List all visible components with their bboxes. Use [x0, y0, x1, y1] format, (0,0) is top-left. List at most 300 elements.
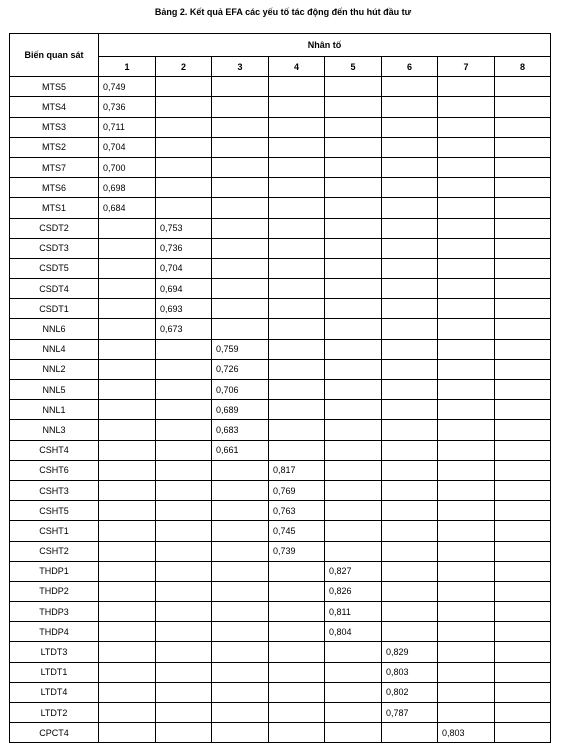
- empty-cell: [156, 723, 212, 743]
- empty-cell: [99, 380, 156, 400]
- empty-cell: [495, 77, 551, 97]
- empty-cell: [325, 480, 382, 500]
- variable-name-cell: MTS5: [10, 77, 99, 97]
- empty-cell: [325, 157, 382, 177]
- empty-cell: [325, 541, 382, 561]
- empty-cell: [382, 581, 438, 601]
- empty-cell: [212, 198, 269, 218]
- variable-name-cell: LTDT3: [10, 642, 99, 662]
- empty-cell: [495, 420, 551, 440]
- empty-cell: [99, 460, 156, 480]
- empty-cell: [212, 723, 269, 743]
- empty-cell: [438, 521, 495, 541]
- empty-cell: [382, 359, 438, 379]
- variable-name-cell: LTDT2: [10, 703, 99, 723]
- loading-value-cell: 0,683: [212, 420, 269, 440]
- empty-cell: [382, 137, 438, 157]
- variable-name-cell: CSHT6: [10, 460, 99, 480]
- loading-value-cell: 0,802: [382, 682, 438, 702]
- table-row: [10, 218, 551, 238]
- loading-value-cell: 0,706: [212, 380, 269, 400]
- empty-cell: [99, 218, 156, 238]
- empty-cell: [156, 380, 212, 400]
- empty-cell: [212, 703, 269, 723]
- variable-name-cell: CSDT4: [10, 279, 99, 299]
- variable-name-cell: CSHT1: [10, 521, 99, 541]
- loading-value-cell: 0,811: [325, 602, 382, 622]
- empty-cell: [495, 218, 551, 238]
- empty-cell: [382, 178, 438, 198]
- empty-cell: [382, 480, 438, 500]
- variable-name-cell: NNL3: [10, 420, 99, 440]
- empty-cell: [325, 723, 382, 743]
- empty-cell: [495, 501, 551, 521]
- empty-cell: [495, 602, 551, 622]
- empty-cell: [269, 117, 325, 137]
- loading-value-cell: 0,803: [382, 662, 438, 682]
- empty-cell: [325, 420, 382, 440]
- empty-cell: [495, 97, 551, 117]
- empty-cell: [269, 339, 325, 359]
- variable-name-cell: CSHT2: [10, 541, 99, 561]
- loading-value-cell: 0,684: [99, 198, 156, 218]
- empty-cell: [156, 541, 212, 561]
- empty-cell: [156, 521, 212, 541]
- empty-cell: [269, 137, 325, 157]
- empty-cell: [156, 157, 212, 177]
- empty-cell: [438, 198, 495, 218]
- empty-cell: [495, 157, 551, 177]
- empty-cell: [325, 682, 382, 702]
- variable-name-cell: NNL6: [10, 319, 99, 339]
- empty-cell: [269, 723, 325, 743]
- empty-cell: [156, 77, 212, 97]
- efa-results-table: [9, 33, 551, 743]
- table-row: [10, 440, 551, 460]
- empty-cell: [438, 400, 495, 420]
- empty-cell: [99, 682, 156, 702]
- empty-cell: [438, 380, 495, 400]
- variable-name-cell: NNL1: [10, 400, 99, 420]
- empty-cell: [382, 602, 438, 622]
- table-row: [10, 541, 551, 561]
- table-row: [10, 279, 551, 299]
- table-row: [10, 359, 551, 379]
- factor-number-header: 8: [495, 57, 551, 77]
- empty-cell: [212, 117, 269, 137]
- empty-cell: [438, 279, 495, 299]
- empty-cell: [156, 662, 212, 682]
- empty-cell: [269, 178, 325, 198]
- empty-cell: [156, 602, 212, 622]
- table-row: [10, 299, 551, 319]
- empty-cell: [325, 703, 382, 723]
- table-row: [10, 400, 551, 420]
- empty-cell: [99, 501, 156, 521]
- empty-cell: [99, 723, 156, 743]
- empty-cell: [438, 319, 495, 339]
- empty-cell: [382, 380, 438, 400]
- table-row: [10, 178, 551, 198]
- variable-name-cell: CSDT2: [10, 218, 99, 238]
- loading-value-cell: 0,689: [212, 400, 269, 420]
- loading-value-cell: 0,753: [156, 218, 212, 238]
- empty-cell: [438, 440, 495, 460]
- empty-cell: [325, 400, 382, 420]
- empty-cell: [99, 642, 156, 662]
- table-row: [10, 703, 551, 723]
- loading-value-cell: 0,661: [212, 440, 269, 460]
- empty-cell: [382, 77, 438, 97]
- empty-cell: [212, 137, 269, 157]
- empty-cell: [325, 97, 382, 117]
- table-row: [10, 642, 551, 662]
- empty-cell: [212, 97, 269, 117]
- empty-cell: [325, 380, 382, 400]
- empty-cell: [438, 480, 495, 500]
- empty-cell: [156, 117, 212, 137]
- empty-cell: [156, 622, 212, 642]
- empty-cell: [382, 157, 438, 177]
- variable-name-cell: CSDT1: [10, 299, 99, 319]
- empty-cell: [156, 420, 212, 440]
- table-row: [10, 561, 551, 581]
- table-row: [10, 238, 551, 258]
- table-caption: Bảng 2. Kết quả EFA các yếu tố tác động đến thu hút đầu tư: [154, 7, 412, 17]
- loading-value-cell: 0,826: [325, 581, 382, 601]
- loading-value-cell: 0,739: [269, 541, 325, 561]
- loading-value-cell: 0,759: [212, 339, 269, 359]
- empty-cell: [495, 723, 551, 743]
- variable-name-cell: THDP3: [10, 602, 99, 622]
- empty-cell: [325, 77, 382, 97]
- variable-name-cell: NNL4: [10, 339, 99, 359]
- empty-cell: [438, 238, 495, 258]
- table-row: [10, 117, 551, 137]
- empty-cell: [99, 480, 156, 500]
- empty-cell: [495, 622, 551, 642]
- empty-cell: [269, 157, 325, 177]
- empty-cell: [269, 703, 325, 723]
- empty-cell: [382, 440, 438, 460]
- empty-cell: [212, 299, 269, 319]
- empty-cell: [212, 642, 269, 662]
- empty-cell: [212, 178, 269, 198]
- factor-number-header: 4: [269, 57, 325, 77]
- empty-cell: [269, 77, 325, 97]
- factor-number-header: 7: [438, 57, 495, 77]
- table-row: [10, 420, 551, 440]
- table-row: [10, 480, 551, 500]
- empty-cell: [325, 440, 382, 460]
- empty-cell: [382, 339, 438, 359]
- empty-cell: [212, 77, 269, 97]
- empty-cell: [269, 198, 325, 218]
- empty-cell: [212, 238, 269, 258]
- empty-cell: [325, 319, 382, 339]
- empty-cell: [212, 319, 269, 339]
- empty-cell: [269, 420, 325, 440]
- empty-cell: [156, 501, 212, 521]
- empty-cell: [495, 359, 551, 379]
- table-row: [10, 198, 551, 218]
- empty-cell: [438, 218, 495, 238]
- empty-cell: [438, 642, 495, 662]
- empty-cell: [438, 662, 495, 682]
- empty-cell: [269, 279, 325, 299]
- empty-cell: [99, 602, 156, 622]
- empty-cell: [382, 299, 438, 319]
- loading-value-cell: 0,803: [438, 723, 495, 743]
- variable-name-cell: NNL2: [10, 359, 99, 379]
- empty-cell: [382, 541, 438, 561]
- empty-cell: [99, 622, 156, 642]
- empty-cell: [269, 359, 325, 379]
- empty-cell: [99, 581, 156, 601]
- empty-cell: [495, 561, 551, 581]
- empty-cell: [212, 662, 269, 682]
- loading-value-cell: 0,829: [382, 642, 438, 662]
- empty-cell: [156, 480, 212, 500]
- empty-cell: [438, 299, 495, 319]
- loading-value-cell: 0,749: [99, 77, 156, 97]
- loading-value-cell: 0,694: [156, 279, 212, 299]
- table-row: [10, 258, 551, 278]
- empty-cell: [382, 501, 438, 521]
- empty-cell: [495, 380, 551, 400]
- loading-value-cell: 0,698: [99, 178, 156, 198]
- variable-name-cell: MTS7: [10, 157, 99, 177]
- empty-cell: [495, 682, 551, 702]
- empty-cell: [382, 319, 438, 339]
- factor-group-header: Nhân tố: [99, 34, 551, 57]
- empty-cell: [495, 178, 551, 198]
- empty-cell: [438, 97, 495, 117]
- empty-cell: [495, 581, 551, 601]
- variable-name-cell: THDP1: [10, 561, 99, 581]
- empty-cell: [156, 359, 212, 379]
- factor-number-header: 6: [382, 57, 438, 77]
- loading-value-cell: 0,817: [269, 460, 325, 480]
- empty-cell: [382, 561, 438, 581]
- empty-cell: [269, 662, 325, 682]
- empty-cell: [156, 682, 212, 702]
- empty-cell: [495, 339, 551, 359]
- empty-cell: [382, 198, 438, 218]
- empty-cell: [382, 97, 438, 117]
- table-row: [10, 723, 551, 743]
- loading-value-cell: 0,804: [325, 622, 382, 642]
- empty-cell: [438, 420, 495, 440]
- empty-cell: [495, 117, 551, 137]
- empty-cell: [495, 480, 551, 500]
- empty-cell: [438, 581, 495, 601]
- empty-cell: [325, 299, 382, 319]
- empty-cell: [99, 299, 156, 319]
- empty-cell: [325, 178, 382, 198]
- empty-cell: [325, 359, 382, 379]
- table-row: [10, 137, 551, 157]
- empty-cell: [495, 541, 551, 561]
- empty-cell: [325, 460, 382, 480]
- empty-cell: [495, 319, 551, 339]
- loading-value-cell: 0,704: [156, 258, 212, 278]
- table-row: [10, 501, 551, 521]
- empty-cell: [212, 581, 269, 601]
- table-row: [10, 77, 551, 97]
- loading-value-cell: 0,726: [212, 359, 269, 379]
- variable-name-cell: CSDT5: [10, 258, 99, 278]
- empty-cell: [269, 400, 325, 420]
- empty-cell: [438, 77, 495, 97]
- loading-value-cell: 0,745: [269, 521, 325, 541]
- empty-cell: [438, 137, 495, 157]
- empty-cell: [495, 400, 551, 420]
- table-row: [10, 521, 551, 541]
- variable-name-cell: CPCT4: [10, 723, 99, 743]
- empty-cell: [212, 501, 269, 521]
- empty-cell: [495, 137, 551, 157]
- empty-cell: [156, 561, 212, 581]
- empty-cell: [212, 521, 269, 541]
- empty-cell: [382, 420, 438, 440]
- empty-cell: [212, 622, 269, 642]
- empty-cell: [156, 198, 212, 218]
- empty-cell: [438, 460, 495, 480]
- empty-cell: [325, 198, 382, 218]
- empty-cell: [269, 581, 325, 601]
- empty-cell: [269, 258, 325, 278]
- loading-value-cell: 0,736: [156, 238, 212, 258]
- empty-cell: [495, 198, 551, 218]
- empty-cell: [99, 541, 156, 561]
- empty-cell: [438, 682, 495, 702]
- table-row: [10, 602, 551, 622]
- empty-cell: [156, 97, 212, 117]
- factor-number-header: 2: [156, 57, 212, 77]
- empty-cell: [156, 440, 212, 460]
- loading-value-cell: 0,736: [99, 97, 156, 117]
- loading-value-cell: 0,704: [99, 137, 156, 157]
- empty-cell: [438, 703, 495, 723]
- variable-name-cell: CSHT5: [10, 501, 99, 521]
- variable-name-cell: LTDT1: [10, 662, 99, 682]
- variable-name-cell: CSDT3: [10, 238, 99, 258]
- loading-value-cell: 0,787: [382, 703, 438, 723]
- table-row: [10, 339, 551, 359]
- empty-cell: [382, 400, 438, 420]
- empty-cell: [495, 642, 551, 662]
- empty-cell: [495, 703, 551, 723]
- empty-cell: [156, 703, 212, 723]
- empty-cell: [382, 258, 438, 278]
- empty-cell: [99, 319, 156, 339]
- empty-cell: [325, 258, 382, 278]
- factor-number-header: 1: [99, 57, 156, 77]
- empty-cell: [269, 682, 325, 702]
- empty-cell: [382, 622, 438, 642]
- empty-cell: [438, 541, 495, 561]
- empty-cell: [495, 279, 551, 299]
- table-body: [10, 77, 551, 743]
- variable-name-cell: NNL5: [10, 380, 99, 400]
- empty-cell: [99, 703, 156, 723]
- empty-cell: [382, 279, 438, 299]
- empty-cell: [438, 359, 495, 379]
- empty-cell: [269, 622, 325, 642]
- variable-name-cell: MTS2: [10, 137, 99, 157]
- empty-cell: [99, 238, 156, 258]
- table-row: [10, 157, 551, 177]
- loading-value-cell: 0,827: [325, 561, 382, 581]
- empty-cell: [212, 218, 269, 238]
- empty-cell: [382, 723, 438, 743]
- empty-cell: [212, 480, 269, 500]
- empty-cell: [382, 521, 438, 541]
- empty-cell: [438, 258, 495, 278]
- empty-cell: [269, 299, 325, 319]
- empty-cell: [438, 501, 495, 521]
- variable-name-cell: LTDT4: [10, 682, 99, 702]
- empty-cell: [212, 157, 269, 177]
- empty-cell: [99, 561, 156, 581]
- empty-cell: [212, 279, 269, 299]
- empty-cell: [156, 642, 212, 662]
- empty-cell: [438, 339, 495, 359]
- empty-cell: [212, 460, 269, 480]
- empty-cell: [325, 117, 382, 137]
- empty-cell: [325, 642, 382, 662]
- empty-cell: [495, 521, 551, 541]
- empty-cell: [269, 602, 325, 622]
- empty-cell: [495, 440, 551, 460]
- empty-cell: [325, 521, 382, 541]
- empty-cell: [212, 602, 269, 622]
- table-row: [10, 682, 551, 702]
- empty-cell: [438, 157, 495, 177]
- empty-cell: [99, 521, 156, 541]
- empty-cell: [325, 279, 382, 299]
- empty-cell: [495, 299, 551, 319]
- empty-cell: [438, 117, 495, 137]
- empty-cell: [212, 541, 269, 561]
- header-row-top: [10, 34, 551, 57]
- empty-cell: [269, 561, 325, 581]
- empty-cell: [495, 238, 551, 258]
- loading-value-cell: 0,763: [269, 501, 325, 521]
- empty-cell: [269, 642, 325, 662]
- empty-cell: [212, 258, 269, 278]
- empty-cell: [269, 440, 325, 460]
- empty-cell: [325, 339, 382, 359]
- empty-cell: [99, 420, 156, 440]
- empty-cell: [325, 501, 382, 521]
- table-row: [10, 380, 551, 400]
- empty-cell: [99, 258, 156, 278]
- empty-cell: [156, 178, 212, 198]
- empty-cell: [156, 581, 212, 601]
- empty-cell: [325, 238, 382, 258]
- empty-cell: [156, 137, 212, 157]
- factor-number-header: 3: [212, 57, 269, 77]
- empty-cell: [99, 359, 156, 379]
- empty-cell: [269, 218, 325, 238]
- variable-name-cell: MTS3: [10, 117, 99, 137]
- empty-cell: [269, 319, 325, 339]
- empty-cell: [269, 238, 325, 258]
- empty-cell: [495, 460, 551, 480]
- table-row: [10, 581, 551, 601]
